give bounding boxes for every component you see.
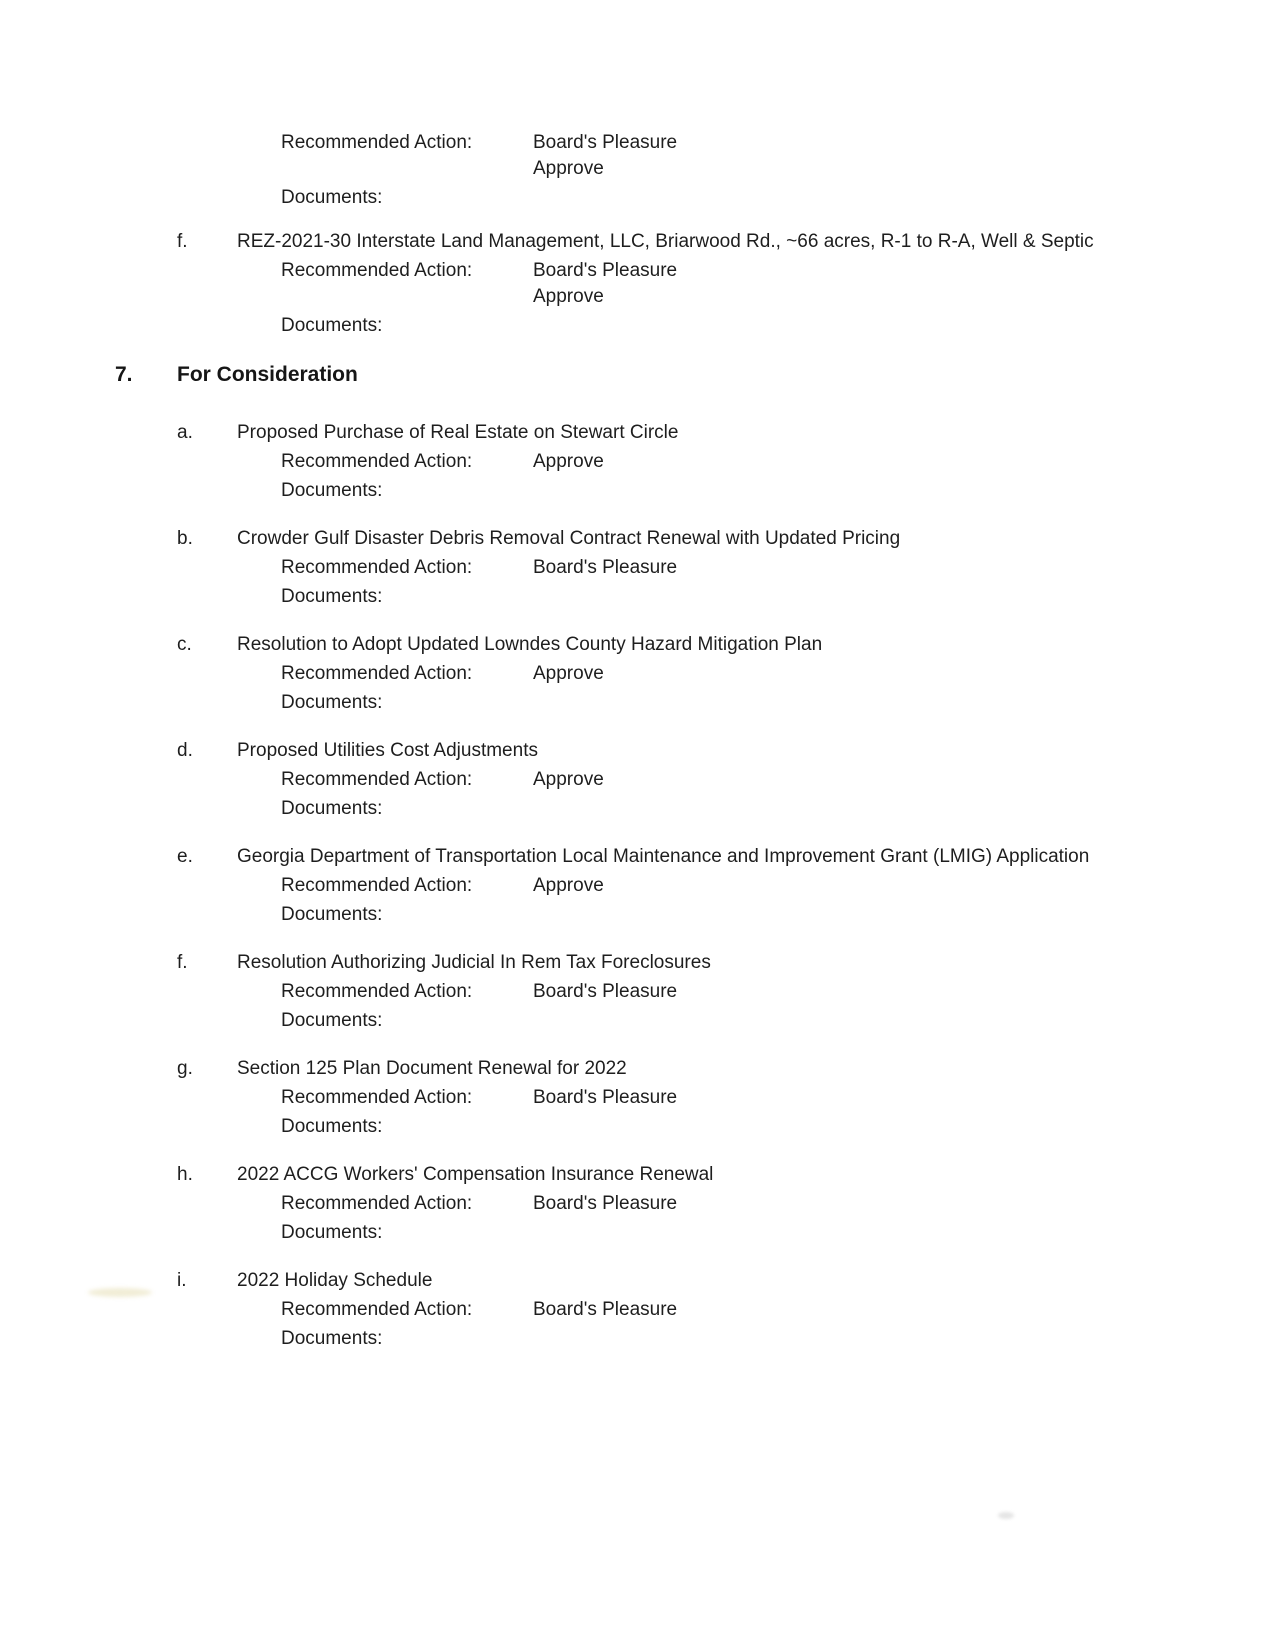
item-title: Proposed Purchase of Real Estate on Stewart Circle [237,422,679,443]
agenda-item-f [0,950,1275,1034]
recommended-action-row [281,1297,1275,1323]
item-title: Crowder Gulf Disaster Debris Removal Contract Renewal with Updated Pricing [237,528,901,549]
agenda-item-head [0,420,1275,446]
recommended-action-label: Recommended Action: [281,981,473,1002]
agenda-item-head [0,1056,1275,1082]
agenda-item-head [0,526,1275,552]
recommended-action-values [533,258,677,310]
item-letter: c. [177,634,192,655]
recommended-action-label: Recommended Action: [281,663,473,684]
recommended-action-row [281,873,1275,899]
recommended-action-label: Recommended Action: [281,451,473,472]
recommended-action-value: Approve [533,158,604,179]
recommended-action-row [281,449,1275,475]
documents-label: Documents: [281,1116,383,1137]
item-letter: f. [177,231,188,252]
item-details [281,1297,1275,1352]
item-title: Georgia Department of Transportation Local Maintenance and Improvement Grant (LMIG) Application [237,846,1090,867]
agenda-item-h [0,1162,1275,1246]
recommended-action-label: Recommended Action: [281,875,473,896]
item-letter: f. [177,952,188,973]
recommended-action-value: Approve [533,769,604,790]
section-number: 7. [115,363,133,386]
documents-label: Documents: [281,315,383,336]
agenda-item-head [0,1268,1275,1294]
recommended-action-label: Recommended Action: [281,260,473,281]
agenda-item-i [0,1268,1275,1352]
item-title: REZ-2021-30 Interstate Land Management, LLC, Briarwood Rd., ~66 acres, R-1 to R-A, Well & Septic [237,231,1094,252]
scan-artifact [88,1288,152,1297]
agenda-item-head [0,844,1275,870]
recommended-action-label: Recommended Action: [281,769,473,790]
agenda-item-g [0,1056,1275,1140]
agenda-item-head [0,632,1275,658]
documents-label: Documents: [281,187,383,208]
recommended-action-values [533,130,677,182]
agenda-item-head [0,950,1275,976]
item-details [281,1191,1275,1246]
item-title: Resolution Authorizing Judicial In Rem Tax Foreclosures [237,952,711,973]
recommended-action-row [281,661,1275,687]
recommended-action-row [281,1085,1275,1111]
agenda-item-head [0,738,1275,764]
recommended-action-value: Board's Pleasure [533,132,678,153]
recommended-action-value: Board's Pleasure [533,1193,678,1214]
recommended-action-row [281,767,1275,793]
item-title: 2022 ACCG Workers' Compensation Insurance Renewal [237,1164,714,1185]
agenda-item-prior-f [0,229,1275,339]
recommended-action-label: Recommended Action: [281,557,473,578]
item-details [281,767,1275,822]
documents-label: Documents: [281,1328,383,1349]
recommended-action-value: Approve [533,286,604,307]
recommended-action-row [281,1191,1275,1217]
documents-label: Documents: [281,1010,383,1031]
recommended-action-value: Board's Pleasure [533,260,678,281]
documents-label: Documents: [281,904,383,925]
item-letter: h. [177,1164,193,1185]
recommended-action-label: Recommended Action: [281,1193,473,1214]
recommended-action-value: Board's Pleasure [533,1087,678,1108]
agenda-item-b [0,526,1275,610]
item-details [281,258,1275,339]
documents-label: Documents: [281,798,383,819]
scan-artifact [998,1512,1014,1519]
recommended-action-label: Recommended Action: [281,1087,473,1108]
recommended-action-row [281,555,1275,581]
recommended-action-value: Board's Pleasure [533,557,678,578]
item-details [281,1085,1275,1140]
documents-label: Documents: [281,692,383,713]
agenda-item-c [0,632,1275,716]
agenda-item-e [0,844,1275,928]
item-letter: b. [177,528,193,549]
item-letter: g. [177,1058,193,1079]
documents-label: Documents: [281,480,383,501]
recommended-action-label: Recommended Action: [281,132,473,153]
agenda-item-a [0,420,1275,504]
item-letter: a. [177,422,193,443]
item-letter: e. [177,846,193,867]
item-title: Section 125 Plan Document Renewal for 2022 [237,1058,627,1079]
recommended-action-value: Board's Pleasure [533,1299,678,1320]
item-details [281,661,1275,716]
documents-label: Documents: [281,586,383,607]
item-letter: i. [177,1270,187,1291]
recommended-action-row [281,258,1275,310]
item-details [281,449,1275,504]
agenda-item-head [0,229,1275,255]
recommended-action-value: Board's Pleasure [533,981,678,1002]
item-details [281,873,1275,928]
carryover-details [281,130,1275,211]
item-title: 2022 Holiday Schedule [237,1270,433,1291]
documents-label: Documents: [281,1222,383,1243]
recommended-action-label: Recommended Action: [281,1299,473,1320]
agenda-item-head [0,1162,1275,1188]
item-details [281,555,1275,610]
agenda-item-d [0,738,1275,822]
item-title: Resolution to Adopt Updated Lowndes County Hazard Mitigation Plan [237,634,823,655]
section-heading [115,361,1275,389]
recommended-action-row [281,979,1275,1005]
recommended-action-value: Approve [533,663,604,684]
recommended-action-row [281,130,1275,182]
item-details [281,979,1275,1034]
recommended-action-value: Approve [533,875,604,896]
recommended-action-value: Approve [533,451,604,472]
section-title: For Consideration [177,363,358,386]
item-title: Proposed Utilities Cost Adjustments [237,740,538,761]
item-letter: d. [177,740,193,761]
